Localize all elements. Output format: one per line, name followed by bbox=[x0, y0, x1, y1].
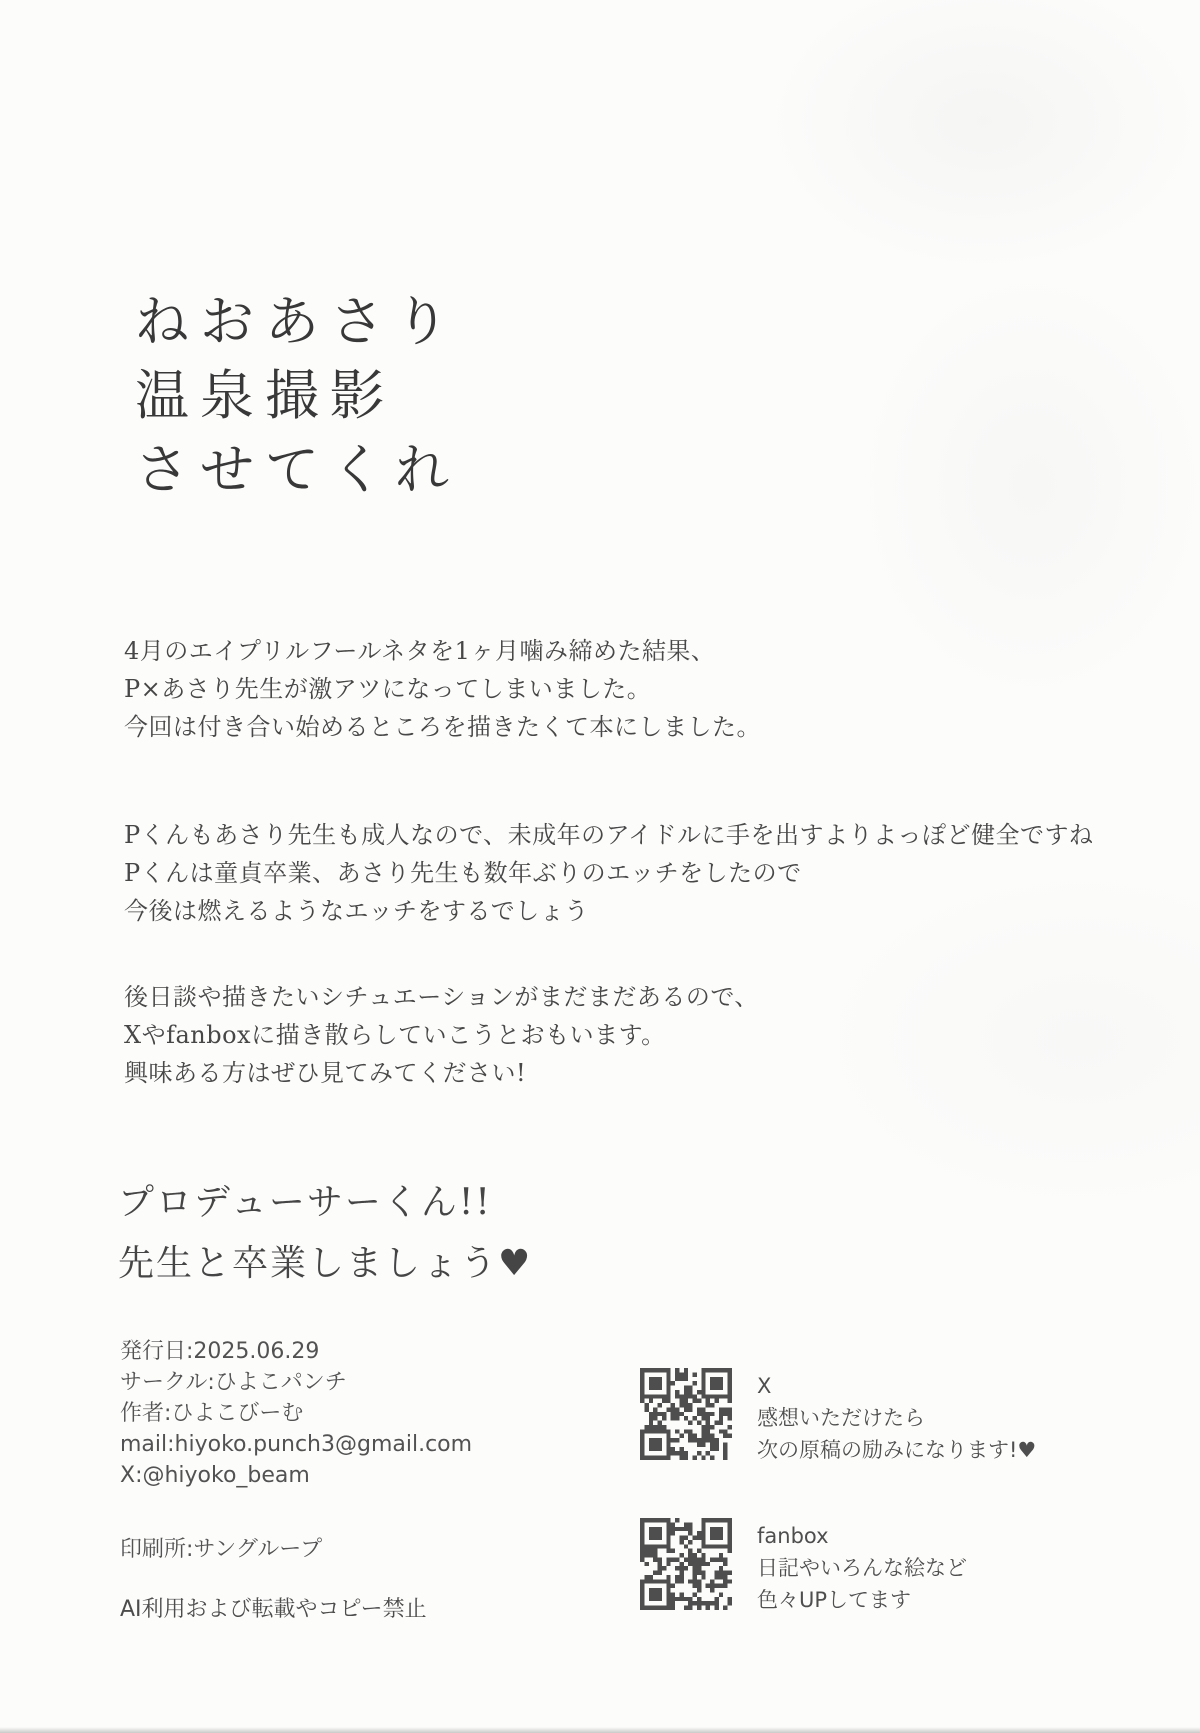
book-title-line-2: 先生と卒業しましょう♥ bbox=[118, 1243, 533, 1284]
paragraph-line: Pくんもあさり先生も成人なので、未成年のアイドルに手を出すよりよっぽど健全ですね bbox=[124, 821, 1094, 849]
qr-label-line: 日記やいろんな絵など bbox=[757, 1556, 967, 1580]
qr-block-fanbox bbox=[640, 1518, 967, 1616]
copyright-notice: AI利用および転載やコピー禁止 bbox=[120, 1597, 427, 1622]
mail-address: mail:hiyoko.punch3@gmail.com bbox=[120, 1432, 473, 1457]
main-title-line-3: させてくれ bbox=[135, 438, 460, 501]
qr-code-x-icon bbox=[640, 1368, 732, 1460]
qr-label-line: 色々UPしてます bbox=[757, 1588, 912, 1612]
paragraph-line: Pくんは童貞卒業、あさり先生も数年ぶりのエッチをしたので bbox=[124, 859, 802, 887]
main-title bbox=[135, 285, 460, 507]
paragraph-line: 4月のエイプリルフールネタを1ヶ月噛み締めた結果、 bbox=[124, 637, 716, 665]
book-title-line-1: プロデューサーくん!! bbox=[118, 1182, 492, 1223]
colophon bbox=[120, 1336, 472, 1491]
qr-label-line: 感想いただけたら bbox=[757, 1406, 925, 1430]
paragraph-line: 興味ある方はぜひ見てみてください! bbox=[124, 1059, 527, 1087]
paragraph-line: 後日談や描きたいシチュエーションがまだまだあるので、 bbox=[124, 983, 759, 1011]
x-account: X:@hiyoko_beam bbox=[120, 1463, 310, 1488]
qr-label-x bbox=[757, 1370, 1036, 1466]
printer-info: 印刷所:サングループ bbox=[120, 1537, 323, 1562]
qr-code-fanbox-icon bbox=[640, 1518, 732, 1610]
main-title-line-2: 温泉撮影 bbox=[135, 364, 395, 427]
main-title-line-1: ねおあさり bbox=[135, 290, 460, 353]
paragraph-line: 今回は付き合い始めるところを描きたくて本にしました。 bbox=[124, 713, 761, 741]
qr-label-fanbox bbox=[757, 1520, 967, 1616]
circle-name: サークル:ひよこパンチ bbox=[120, 1370, 347, 1395]
afterword-paragraph-1 bbox=[124, 632, 761, 746]
qr-label-line: 次の原稿の励みになります!♥ bbox=[757, 1438, 1037, 1462]
paragraph-line: Xやfanboxに描き散らしていこうとおもいます。 bbox=[124, 1021, 666, 1049]
book-title bbox=[118, 1172, 532, 1294]
qr-block-x bbox=[640, 1368, 1036, 1466]
qr-label-line: X bbox=[757, 1374, 772, 1398]
publish-date: 発行日:2025.06.29 bbox=[120, 1339, 320, 1364]
paragraph-line: 今後は燃えるようなエッチをするでしょう bbox=[124, 897, 589, 925]
afterword-paragraph-3 bbox=[124, 978, 759, 1092]
paragraph-line: P×あさり先生が激アツになってしまいました。 bbox=[124, 675, 652, 703]
author-name: 作者:ひよこびーむ bbox=[120, 1401, 304, 1426]
qr-label-line: fanbox bbox=[757, 1524, 829, 1548]
afterword-paragraph-2 bbox=[124, 816, 1094, 930]
